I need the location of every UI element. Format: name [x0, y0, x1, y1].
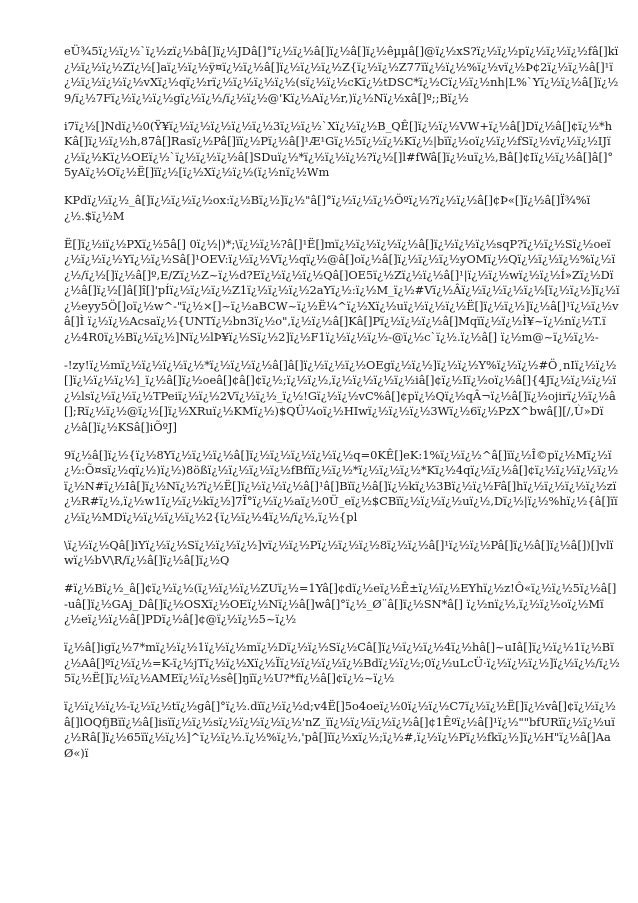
- text-paragraph-3: KPdï¿½ï¿½_â[]ï¿½ï¿½ï¿½ox:ï¿½Bï¿½]ï¿½"â[]°ï¿½ï¿½ï¿½Öºï¿½?ï¿½ï¿½â[]¢Þ«[]ï¿½â[]Ï¾%ï¿½.$ï¿½M: [64, 193, 591, 223]
- text-paragraph-5: -!zy!ï¿½mï¿½ï¿½ï¿½ï¿½*ï¿½ï¿½ï¿½â[]â[]ï¿½ï¿½ï¿½OEgï¿½ï¿½]ï¿½ï¿½Y%ï¿½ï¿½#Ö¸nIï¿½ï¿½[]ï¿½ï¿½ï¿½]_ï¿½â[]ï¿½oeâ[]¢â[]¢ï¿½;ï¿½ï¿½,ï¿½ï¿½ï¿½ï¿½iâ[]¢ï¿½Iï¿½oï¿½â[]{4Jï¿½ï¿½ï¿½ï¿½lsï¿½ï¿½ï¿½TPeiï¿½ï¿½2Vï¿½ï¿½_ï¿½!Gï¿½ï¿½vC%â[]¢pï¿½Qï¿½qÂ¬ï¿½â[]ï¿½ojirï¿½ï¿½â[];Rï¿½ï¿½@ï¿½[]ï¿½XRuï¿½KMï¿½)$QÜ¼oï¿½HIwï¿½ï¿½ï¿½3Wï¿½6ï¿½PzX^bwâ[][/,Ù»Dï¿½â[]ï¿½KSâ[]iÕºJ]: [64, 357, 617, 434]
- text-paragraph-2: i7ï¿½[]Ndï¿½0(Ÿ¥ï¿½ï¿½ï¿½ï¿½ï¿½3ï¿½ï¿½`Xï¿½ï¿½B_QÊ[]ï¿½ï¿½VW+ï¿½â[]Dï¿½â[]¢ï¿½*hKâ[]ï¿½ï¿½h,87â[]Rasï¿½Pâ[]ïï¿½Pï¿½â[]¹Æ¹Gï¿½5ï¿½ï¿½Kï¿½|bïï¿½oï¿½ï¿½fSï¿½vï¿½ï¿½IJï¿½ï¿½Kï¿½OEï¿½`ï¿½ï¿½ï¿½â[]SDuï¿½*ï¿½ï¿½ï¿½?ï¿½[]l#fWâ[]ï¿½uï¿½,Bâ[]¢Iï¿½ï¿½â[]â[]°5yAï¿½Oï¿½Ë[]ïï¿½[ï¿½Xï¿½ï¿½(ï¿½nï¿½Wm: [64, 118, 614, 179]
- text-paragraph-8: #ï¿½Bï¿½_â[]¢ï¿½ï¿½(ï¿½ï¿½ï¿½ZUï¿½=1Yâ[]¢dï¿½eï¿½Ê±ï¿½ï¿½EYhï¿½z!Ô«ï¿½ï¿½5ï¿½â[]-uâ[]ï¿½GAj_Dâ[]ï¿½OSXï¿½OEï¿½Nï¿½â[]wâ[]°ï¿½_Ø¨â[]ï¿½SN*â[] ï¿½nï¿½,ï¿½ï¿½oï¿½Mï¿½eï¿½ï¿½â[]PDï¿½â[]¢@ï¿½ï¿½5~ï¿½: [64, 581, 617, 626]
- text-paragraph-7: \ï¿½ï¿½Qâ[]iYï¿½ï¿½Sï¿½ï¿½ï¿½]vï¿½ï¿½Pï¿½ï¿½ï¿½8ï¿½ï¿½â[]¹ï¿½ï¿½Pâ[]ï¿½â[]ï¿½â[])[]vlïwï¿½bV\R/ï¿½â[]ï¿½â[]ï¿½Q: [64, 537, 614, 567]
- text-paragraph-9: ï¿½â[]igï¿½7*mï¿½ï¿½1ï¿½ï¿½mï¿½Dï¿½ï¿½Sï¿½Câ[]ï¿½ï¿½ï¿½4ï¿½hâ[]~uIâ[]ï¿½ï¿½1ï¿½Bï¿½Aâ[]ºï¿½ï¿½=K-ï¿½jTï¿½ï¿½Xï¿½Ïï¿½ï¿½ï¿½ï¿½Bdï¿½ï¿½;0ï¿½uLcÜ·ï¿½ï¿½ï¿½]ï¿½ï¿½/ï¿½5ï¿½Ë[]ï¿½ï¿½AMEï¿½ï¿½sê[]ŋïï¿½U?*fï¿½â[]¢ï¿½~ï¿½: [64, 640, 620, 685]
- text-paragraph-4: Ë[]ï¿½iï¿½PXï¿½5â[] 0ï¿½|)*;\ï¿½ï¿½?â[]¹Ë[]mï¿½ï¿½ï¿½ï¿½â[]ï¿½ï¿½ï¿½sqP?ï¿½ï¿½Sï¿½oeï¿½ï¿½ï¿½Yï¿½ï¿½Sâ[]¹OEV:ï¿½ï¿½Vï¿½qï¿½@â[]oï¿½â[]ï¿½ï¿½ï¿½yOMï¿½Qï¿½ï¿½ï¿½%ï¿½ï¿½/ï¿½[]ï¿½â[]º,E/Zï¿½Z~ï¿½d?Eï¿½ï¿½ï¿½Qâ[]OE5ï¿½Zï¿½ï¿½â[]¹|ï¿½ï¿½wï¿½ï¿½Í»Zï¿½Dï¿½â[]ï¿½[]â[]î[]'pÍï¿½ï¿½ï¿½Z1ï¿½ï¿½ï¿½2aYï¿½:ï¿½M_ï¿½#Vï¿½Âï¿½ï¿½ï¿½ï¿½[ï¿½ï¿½]ï¿½ï¿½eyy5Ö[]oï¿½w^-"ï¿½×[]~ï¿½aBCW~ï¿½Ë¼^ï¿½Xï¿½uï¿½ï¿½ï¿½Ë[]ï¿½ï¿½]ï¿½â[]¹ï¿½ï¿½vâ[]Ì ï¿½ï¿½Acsaï¿½{UNTï¿½bn3ï¿½o",ï¿½ï¿½â[]Kâ[]Pï¿½ï¿½ï¿½â[]Mqïï¿½ï¿½Ì¥~ï¿½nï¿½T.ï¿½4R0ï¿½Bï¿½ï¿½]Nï¿½lÞ¥ï¿½Sï¿½2]ï¿½F1ï¿½ï¿½ï¿½-@ï¿½c`ï¿½.ï¿½â[] ï¿½m@~ï¿½ï¿½-: [64, 236, 620, 344]
- text-paragraph-10: ï¿½ï¿½ï¿½-ï¿½ï¿½tï¿½gâ[]°ï¿½.dïï¿½ï¿½d;v4Ë[]5o4oeï¿½0ï¿½ï¿½C7ï¿½ï¿½Ë[]ï¿½vâ[]¢ï¿½ï¿½â[]lOQfjBïï¿½â[]isïï¿½ï¿½sï¿½ï¿½ï¿½ï¿½'nZ_ïï¿½ï¿½ï¿½ï¿½â[]¢1Êºï¿½â[]¹ï¿½""bfURïï¿½ï¿½uï¿½Râ[]ï¿½65ïï¿½ï¿½]^ï¿½ï¿½.ï¿½%ï¿½,'pâ[]ïï¿½xï¿½;ï¿½#,ï¿½ï¿½Pï¿½fkï¿½]ï¿½H"ï¿½â[]AaØ«)ï: [64, 699, 616, 760]
- text-paragraph-6: 9ï¿½â[]ï¿½{ï¿½8Yï¿½ï¿½ï¿½â[]ï¿½ï¿½ï¿½ï¿½ï¿½q=0KÊ[]eK:1%ï¿½ï¿½^â[]ïï¿½Î©pï¿½Mï¿½ï¿½:Õ¤sï¿½qï¿½)ï¿½)8ößï¿½ï¿½ï¿½ï¿½fBfïï¿½ï¿½*ï¿½ï¿½ï¿½*Kï¿½4qï¿½ï¿½â[]¢ï¿½ï¿½ï¿½ï¿½ï¿½N#ï¿½Iâ[]ï¿½Nï¿½?ï¿½Ë[]ï¿½ï¿½ï¿½â[]¹â[]Bïï¿½â[]ï¿½kï¿½3Bï¿½ï¿½Fâ[]hï¿½ï¿½ï¿½ï¿½zï¿½R#ï¿½,ï¿½w1ï¿½ï¿½kï¿½]7Ï°ï¿½ï¿½aï¿½0Ü_eï¿½$CBïï¿½ï¿½ï¿½uï¿½,Dï¿½|ï¿½%hï¿½{â[]ïï¿½ï¿½MDï¿½ï¿½ï¿½ï¿½2{ï¿½ï¿½4ï¿½/ï¿½,ï¿½{pl: [64, 447, 619, 524]
- text-paragraph-1: eÜ¾5ï¿½ï¿½`ï¿½zï¿½bâ[]ï¿½JDâ[]°ï¿½ï¿½â[]ï¿½â[]ï¿½êµµâ[]@ï¿½xS?ï¿½ï¿½pï¿½ï¿½ï¿½fâ[]kï¿½ï¿½ï¿½Zï¿½[]aï¿½ï¿½ÿ¤ï¿½ï¿½â[]ï¿½ï¿½ï¿½Z{ï¿½ï¿½Z77ïï¿½ï¿½%ï¿½vï¿½Þ¢2ï¿½ï¿½â[]¹ï¿½ï¿½ï¿½ï¿½vXï¿½qï¿½rï¿½ï¿½ï¿½ï¿½(sï¿½ï¿½cKï¿½tDSC*ï¿½Cï¿½ï¿½nh|L%`Yï¿½ï¿½â[]ï¿½9/ï¿½7Fï¿½ï¿½ï¿½gï¿½ï¿½/ï¿½ï¿½@'Kï¿½Aï¿½r,)ï¿½Nï¿½xâ[]º;;Bï¿½: [64, 44, 619, 105]
